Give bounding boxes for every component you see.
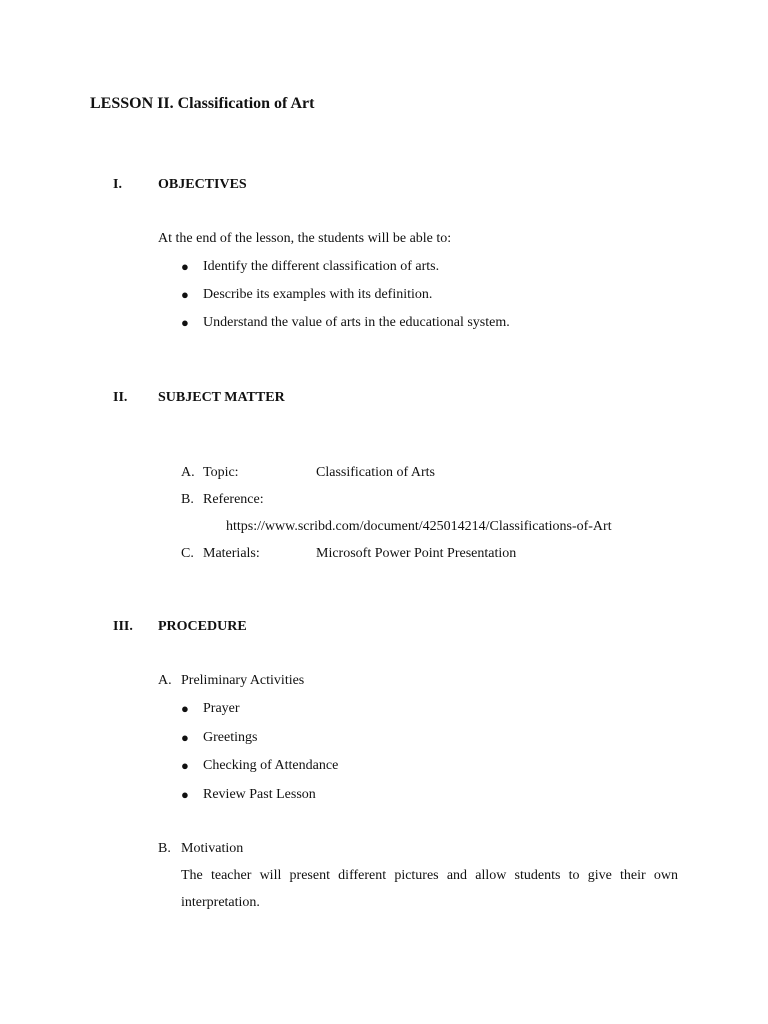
section-title-objectives: OBJECTIVES	[158, 177, 247, 192]
bullet-icon: ●	[181, 287, 189, 302]
section-numeral-procedure: III.	[113, 619, 133, 634]
objective-item: Describe its examples with its definition.	[203, 287, 433, 302]
bullet-icon: ●	[181, 730, 189, 745]
bullet-icon: ●	[181, 758, 189, 773]
item-letter: B.	[181, 492, 194, 507]
materials-value: Microsoft Power Point Presentation	[316, 546, 517, 561]
section-title-subject-matter: SUBJECT MATTER	[158, 390, 285, 405]
item-letter: B.	[158, 841, 171, 856]
item-letter: A.	[158, 673, 172, 688]
reference-label: Reference:	[203, 492, 264, 507]
objective-item: Understand the value of arts in the educational system.	[203, 315, 510, 330]
section-numeral-subject-matter: II.	[113, 390, 128, 405]
motivation-text-line-1: The teacher will present different pictures and allow students to give their own	[181, 868, 678, 883]
topic-value: Classification of Arts	[316, 465, 435, 480]
section-title-procedure: PROCEDURE	[158, 619, 247, 634]
section-numeral-objectives: I.	[113, 177, 122, 192]
activity-item: Review Past Lesson	[203, 787, 316, 802]
reference-url: https://www.scribd.com/document/425014214/Classifications-of-Art	[226, 519, 612, 534]
motivation-label: Motivation	[181, 841, 244, 856]
preliminary-activities-label: Preliminary Activities	[181, 673, 305, 688]
objective-item: Identify the different classification of arts.	[203, 259, 440, 274]
topic-label: Topic:	[203, 465, 239, 480]
lesson-title: LESSON II. Classification of Art	[90, 95, 315, 112]
item-letter: C.	[181, 546, 194, 561]
item-letter: A.	[181, 465, 195, 480]
bullet-icon: ●	[181, 701, 189, 716]
activity-item: Checking of Attendance	[203, 758, 339, 773]
objectives-intro: At the end of the lesson, the students will be able to:	[158, 231, 452, 246]
materials-label: Materials:	[203, 546, 260, 561]
motivation-text-line-2: interpretation.	[181, 895, 260, 910]
bullet-icon: ●	[181, 259, 189, 274]
bullet-icon: ●	[181, 315, 189, 330]
activity-item: Prayer	[203, 701, 240, 716]
activity-item: Greetings	[203, 730, 258, 745]
bullet-icon: ●	[181, 787, 189, 802]
